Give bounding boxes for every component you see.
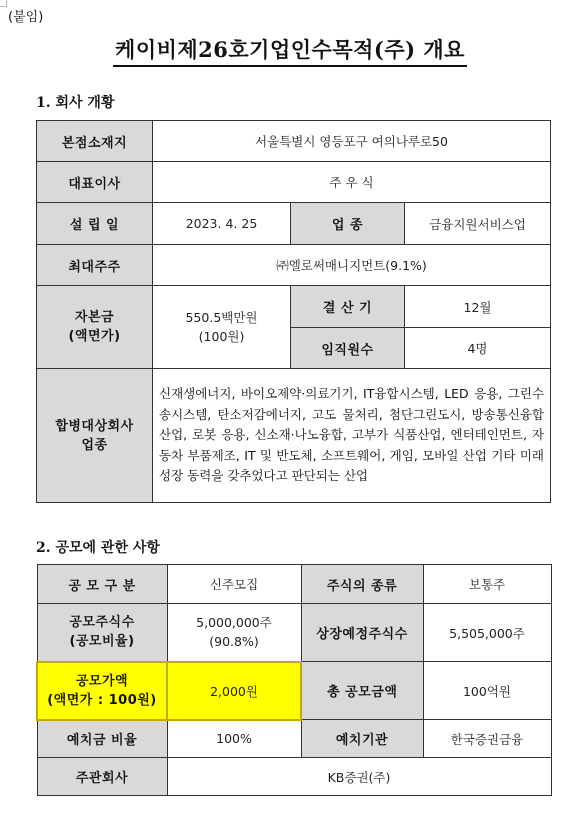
address-label: 본점소재지	[37, 121, 153, 162]
capital-value-line1: 550.5백만원	[185, 310, 258, 325]
table-row	[37, 162, 551, 203]
offering-price-label-line2: (액면가 : 100원)	[47, 692, 157, 708]
fiscal-value: 12월	[405, 286, 551, 328]
table-row	[37, 565, 551, 604]
deposit-institution-label: 예치기관	[301, 720, 423, 758]
section2-heading: 2. 공모에 관한 사항	[36, 540, 160, 556]
capital-value-line2: (100원)	[198, 329, 245, 344]
shareholder-value: ㈜엘로써매니지먼트(9.1%)	[153, 245, 551, 286]
capital-label	[37, 286, 153, 369]
capital-value	[153, 286, 291, 369]
listed-shares-value: 5,505,000주	[423, 604, 551, 662]
company-overview-table	[36, 120, 551, 503]
page-corner-mark	[0, 0, 7, 7]
total-amount-value: 100억원	[423, 662, 551, 720]
deposit-ratio-value: 100%	[167, 720, 301, 758]
offering-type-label: 공 모 구 분	[37, 565, 167, 604]
established-label: 설 립 일	[37, 203, 153, 245]
offering-table	[36, 564, 552, 796]
offering-type-value: 신주모집	[167, 565, 301, 604]
ceo-value: 주 우 식	[153, 162, 551, 203]
merger-target-value: 신재생에너지, 바이오제약·의료기기, IT융합시스템, LED 응용, 그린수송시스템, 탄소저감에너지, 고도 물처리, 첨단그린도시, 방송통신융합산업, 로봇 응용, 신소재·나노융합, 고부가 식품산업, 엔터테인먼트, 자동차 부품제조, IT 및 반도체, 소프트웨어, 게임, 모바일 산업 기타 미래 성장 동력을 갖추었다고 판단되는 산업	[153, 369, 551, 503]
stock-kind-value: 보통주	[423, 565, 551, 604]
address-value: 서울특별시 영등포구 여의나루로50	[153, 121, 551, 162]
merger-label-line1: 합병대상회사	[55, 418, 134, 434]
table-row	[37, 662, 551, 720]
merger-target-label	[37, 369, 153, 503]
industry-value: 금융지원서비스업	[405, 203, 551, 245]
document-title-text: 케이비제26호기업인수목적(주) 개요	[113, 37, 467, 67]
table-row	[37, 720, 551, 758]
table-row	[37, 245, 551, 286]
employees-label: 임직원수	[291, 328, 405, 369]
table-row	[37, 758, 551, 796]
document-title	[0, 34, 580, 64]
deposit-institution-value: 한국증권금융	[423, 720, 551, 758]
table-row	[37, 604, 551, 662]
listed-shares-label: 상장예정주식수	[301, 604, 423, 662]
industry-label: 업 종	[291, 203, 405, 245]
table-row	[37, 369, 551, 503]
merger-label-line2: 업종	[81, 437, 108, 453]
offering-shares-value-line1: 5,000,000주	[196, 615, 272, 631]
deposit-ratio-label: 예치금 비율	[37, 720, 167, 758]
offering-shares-value	[167, 604, 301, 662]
attachment-label: (붙임)	[8, 10, 44, 25]
offering-shares-value-line2: (90.8%)	[209, 634, 259, 650]
table-row	[37, 121, 551, 162]
offering-shares-label	[37, 604, 167, 662]
section1-heading: 1. 회사 개황	[36, 95, 115, 111]
capital-label-line2: (액면가)	[68, 329, 121, 344]
ceo-label: 대표이사	[37, 162, 153, 203]
underwriter-value: KB증권(주)	[167, 758, 551, 796]
offering-price-value: 2,000원	[167, 662, 301, 720]
offering-price-label	[37, 662, 167, 720]
capital-label-line1: 자본금	[74, 310, 115, 325]
underwriter-label: 주관회사	[37, 758, 167, 796]
table-row	[37, 286, 551, 328]
shareholder-label: 최대주주	[37, 245, 153, 286]
employees-value: 4명	[405, 328, 551, 369]
stock-kind-label: 주식의 종류	[301, 565, 423, 604]
offering-shares-label-line2: (공모비율)	[69, 634, 135, 650]
offering-price-label-line1: 공모가액	[75, 673, 129, 689]
established-value: 2023. 4. 25	[153, 203, 291, 245]
total-amount-label: 총 공모금액	[301, 662, 423, 720]
offering-shares-label-line1: 공모주식수	[69, 615, 135, 631]
table-row	[37, 203, 551, 245]
fiscal-label: 결 산 기	[291, 286, 405, 328]
